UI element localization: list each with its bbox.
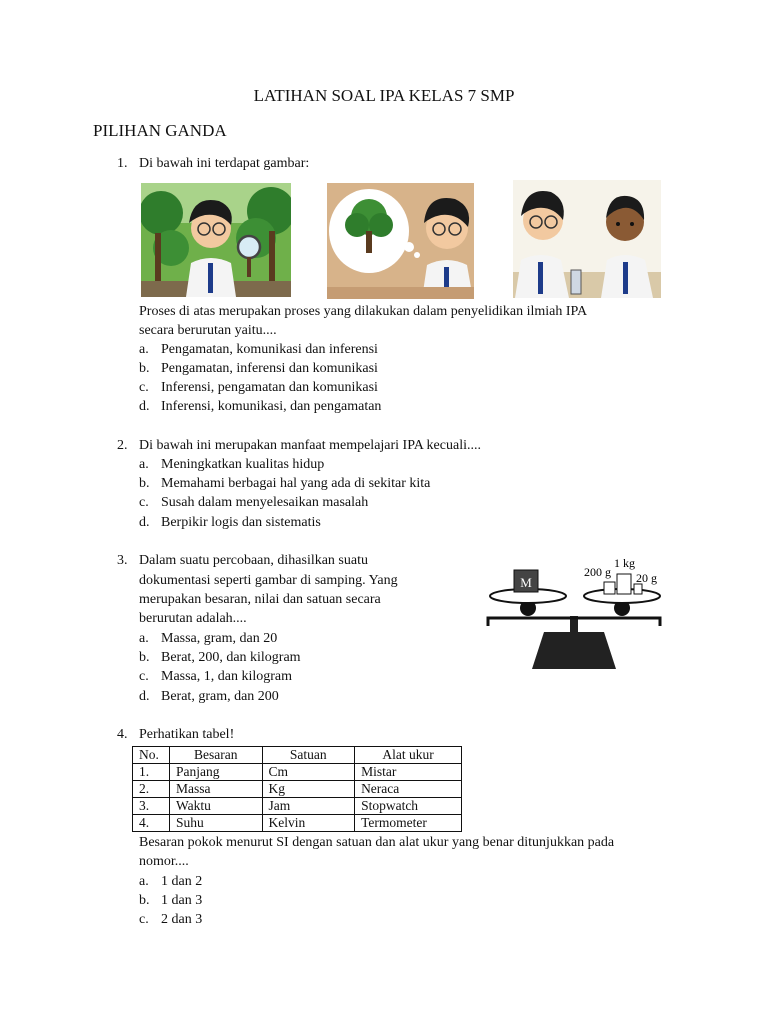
option-letter: d. [139,399,150,414]
table-row [133,798,462,815]
option-b[interactable] [139,359,378,378]
table-cell: Termometer [355,815,462,832]
option-text: Pengamatan, inferensi dan komunikasi [161,361,378,376]
table-cell: Neraca [355,781,462,798]
weight-label-200g: 200 g [584,565,611,579]
section-heading: PILIHAN GANDA [93,121,227,140]
option-text: Massa, gram, dan 20 [161,631,278,646]
option-c[interactable] [139,667,292,686]
option-text: Berpikir logis dan sistematis [161,515,321,530]
option-b[interactable] [139,648,301,667]
option-letter: c. [139,912,149,927]
page-title: LATIHAN SOAL IPA KELAS 7 SMP [253,86,515,105]
mass-label-M: M [520,575,532,590]
observation-picture [141,183,291,297]
option-b[interactable] [139,474,430,493]
option-d[interactable] [139,513,321,532]
table-cell: Mistar [355,764,462,781]
balance-scale-figure [486,556,666,672]
table-cell: Panjang [170,764,263,781]
option-text: Massa, 1, dan kilogram [161,669,293,684]
option-letter: d. [139,689,150,704]
table-header-row [133,747,462,764]
option-letter: c. [139,495,149,510]
question-1-stem: Proses di atas merupakan proses yang dilakukan dalam penyelidikan ilmiah IPA [139,304,588,319]
communication-picture [513,180,661,298]
table-cell: 4. [133,815,170,832]
option-letter: a. [139,457,149,472]
option-a[interactable] [139,455,324,474]
option-text: 2 dan 3 [161,912,203,927]
option-c[interactable] [139,910,202,929]
option-letter: c. [139,669,149,684]
table-row [133,815,462,832]
option-a[interactable] [139,340,378,359]
option-text: 1 dan 3 [161,893,203,908]
option-d[interactable] [139,687,279,706]
table-cell: Suhu [170,815,263,832]
table-cell: 1. [133,764,170,781]
table-cell: 3. [133,798,170,815]
inference-picture [327,183,474,299]
table-row [133,764,462,781]
option-text: Inferensi, pengamatan dan komunikasi [161,380,378,395]
option-c[interactable] [139,378,378,397]
table-cell: Stopwatch [355,798,462,815]
question-4-stem: nomor.... [139,854,189,869]
question-3-stem: merupakan besaran, nilai dan satuan secara [139,592,381,607]
option-text: Memahami berbagai hal yang ada di sekitar kita [161,476,431,491]
question-3-stem: dokumentasi seperti gambar di samping. Yang [139,573,398,588]
question-2-stem [117,436,481,455]
question-4-stem: Besaran pokok menurut SI dengan satuan dan alat ukur yang benar ditunjukkan pada [139,835,615,850]
table-cell: 2. [133,781,170,798]
question-text: Di bawah ini terdapat gambar: [139,156,310,171]
option-letter: a. [139,631,149,646]
option-c[interactable] [139,493,368,512]
question-3-stem: berurutan adalah.... [139,611,247,626]
option-letter: b. [139,893,150,908]
table-cell: Kg [262,781,355,798]
option-b[interactable] [139,891,202,910]
question-4-prompt [117,725,234,744]
question-1-stem: secara berurutan yaitu.... [139,323,277,338]
table-header: No. [133,747,170,764]
question-number: 1. [117,156,128,171]
option-letter: a. [139,874,149,889]
table-cell: Cm [262,764,355,781]
option-text: Susah dalam menyelesaikan masalah [161,495,369,510]
table-cell: Jam [262,798,355,815]
option-letter: b. [139,361,150,376]
option-text: Pengamatan, komunikasi dan inferensi [161,342,378,357]
question-3-stem [117,551,368,570]
table-row [133,781,462,798]
option-text: Berat, 200, dan kilogram [161,650,301,665]
option-text: 1 dan 2 [161,874,203,889]
question-text: Perhatikan tabel! [139,727,235,742]
option-letter: b. [139,650,150,665]
option-text: Meningkatkan kualitas hidup [161,457,325,472]
measurement-table [132,746,462,832]
weight-label-1kg: 1 kg [614,556,635,570]
question-number: 2. [117,438,128,453]
option-letter: a. [139,342,149,357]
question-text: Dalam suatu percobaan, dihasilkan suatu [139,553,368,568]
question-number: 3. [117,553,128,568]
table-cell: Waktu [170,798,263,815]
question-1-prompt [117,154,309,173]
table-cell: Massa [170,781,263,798]
question-text: Di bawah ini merupakan manfaat mempelajari IPA kecuali.... [139,438,481,453]
weight-label-20g: 20 g [636,571,657,585]
option-a[interactable] [139,872,202,891]
table-header: Alat ukur [355,747,462,764]
table-header: Besaran [170,747,263,764]
option-text: Inferensi, komunikasi, dan pengamatan [161,399,382,414]
table-header: Satuan [262,747,355,764]
option-letter: b. [139,476,150,491]
option-a[interactable] [139,629,277,648]
question-number: 4. [117,727,128,742]
table-cell: Kelvin [262,815,355,832]
option-text: Berat, gram, dan 200 [161,689,279,704]
option-d[interactable] [139,397,381,416]
option-letter: d. [139,515,150,530]
option-letter: c. [139,380,149,395]
